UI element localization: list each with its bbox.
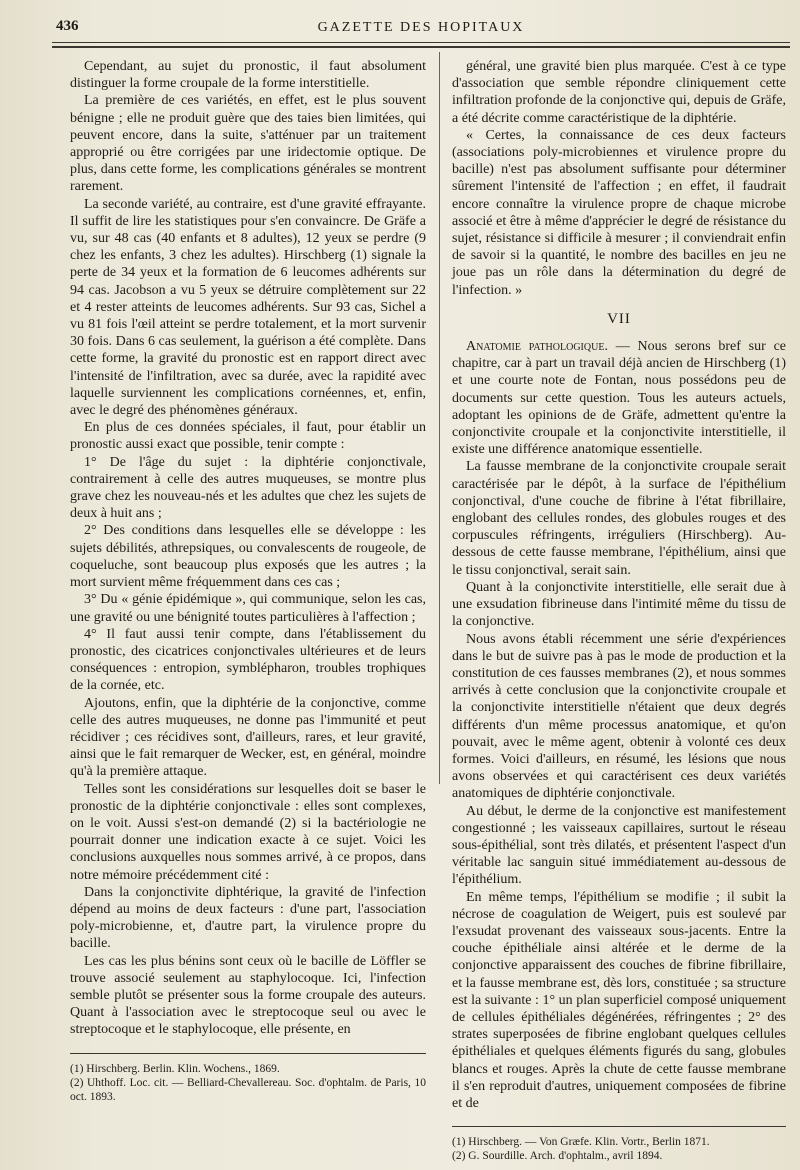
paragraph: Les cas les plus bénins sont ceux où le bacille de Löffler se trouve associé seulement au staphylocoque. Ici, l'infection semble plutôt se présenter sous la forme croupale des auteurs. Quant à l'association avec le streptocoque seul ou avec le streptocoque et le staphylocoque, elle présente, en — [70, 953, 426, 1038]
paragraph: Quant à la conjonctivite interstitielle, elle serait due à une exsudation fibrineuse dans l'intimité même du tissu de la conjonctive. — [452, 579, 786, 630]
paragraph: 3° Du « génie épidémique », qui communique, selon les cas, une gravité ou une bénignité toutes particulières à l'affection ; — [70, 592, 426, 625]
footnote: (1) Hirschberg. Berlin. Klin. Wochens., 1869. — [70, 1062, 280, 1075]
footnote-rule — [70, 1053, 426, 1054]
footnote: (1) Hirschberg. — Von Græfe. Klin. Vortr., Berlin 1871. — [452, 1136, 710, 1149]
paragraph: Nous avons établi récemment une série d'expériences dans le but de suivre pas à pas le mode de production et la constitution de ces fausses membranes (2), et nous sommes arrivés à cette conclusion que la conjonctivite croupale et la conjonctivite interstitielle n'étaient que deux degrés différents d'un même processus anatomique, et qu'on pouvait, avec le même agent, obtenir à volonté ces deux formes. Voici d'ailleurs, en résumé, les lésions que nous avons observées et qui caractérisent ces deux variétés anatomiques de diphtérie conjonctivale. — [452, 631, 786, 802]
paragraph: La première de ces variétés, en effet, est le plus souvent bénigne ; elle ne produit guère que des taies bien limitées, qui peuvent encore, dans la suite, s'atténuer par un traitement approprié ou être corrigées par une iridectomie optique. De plus, dans cette forme, les complications générales se montrent rarement. — [70, 93, 426, 195]
paragraph: En même temps, l'épithélium se modifie ; il subit la nécrose de coagulation de Weigert, puis est soulevé par l'exsudat provenant des vaisseaux sous-jacents. Entre la couche épithéliale ainsi altérée et le derme de la conjonctive apparaissent des couches de fibrine fibrillaire, et la fausse membrane est, dès lors, constituée ; sa structure est la suivante : 1° un plan superficiel composé uniquement de cellules épithéliales dégénérées, réfringentes ; 2° des strates superposées de fibrine englobant quelques cellules épithéliales et quelques éléments figurés du sang, globules blancs et rouges. Après la chute de cette fausse membrane il s'en reproduit d'autres, uniquement composées de fibrine et de — [452, 889, 786, 1111]
right-column — [452, 58, 786, 1163]
paragraph: Ajoutons, enfin, que la diphtérie de la conjonctive, comme celle des autres muqueuses, ne donne pas l'immunité et peut récidiver ; ces récidives sont, d'ailleurs, rares, et leur gravité, ainsi que le fait remarquer de Wecker, est, en général, moindre qu'à la première attaque. — [70, 695, 426, 780]
left-column — [70, 58, 426, 1104]
footnote-rule — [452, 1126, 786, 1127]
paragraph: 1° De l'âge du sujet : la diphtérie conjonctivale, contrairement à celle des autres muqueuses, se montre plus grave chez les nouveau-nés et les adultes que chez les sujets de deux à huit ans ; — [70, 454, 426, 522]
paragraph: 2° Des conditions dans lesquelles elle se développe : les sujets débilités, athrepsiques, ou convalescents de rougeole, de coqueluche, sont beaucoup plus exposés que les autres ; la mort survient même fréquemment dans ces cas ; — [70, 523, 426, 591]
column-divider — [439, 52, 440, 784]
paragraph: Dans la conjonctivite diphtérique, la gravité de l'infection dépend au moins de deux facteurs : d'une part, l'association poly-microbienne, et, d'autre part, la virulence propre du bacille. — [70, 884, 426, 952]
paragraph: La seconde variété, au contraire, est d'une gravité effrayante. Il suffit de lire les statistiques pour s'en convaincre. De Gräfe a vu, sur 48 cas (40 enfants et 8 adultes), 12 yeux se perdre (9 chez les enfants, 3 chez les adultes). Hirschberg (1) signale la perte de 34 yeux et la formation de 6 leucomes adhérents sur 94 cas. Jacobson a vu 5 yeux se détruire complètement sur 22 et 4 rester atteints de leucomes adhérents. Sur 93 cas, Sichel a vu 81 fois l'œil atteint se perdre totalement, et la mort survenir 30 fois. Dans 6 cas seulement, la guérison a été complète. Dans cette forme, la gravité du pronostic est en rapport direct avec l'intensité de l'infiltration, avec sa durée, avec la rapidité avec laquelle surviennent les complications cornéennes, et, enfin, avec le degré des phénomènes généraux. — [70, 196, 426, 419]
page-header — [52, 12, 790, 42]
paragraph-text: — Nous serons bref sur ce chapitre, car à part un travail déjà ancien de Hirschberg (1) et une courte note de Fontan, nous possédons peu de documents sur cette question. Tous les auteurs actuels, adoptant les opinions de de Gräfe, admettent qu'entre la conjonctivite croupale et la conjonctivite interstitielle, il existe une différence anatomique essentielle. — [452, 339, 786, 458]
section-lead: Anatomie pathologique. — [466, 339, 608, 355]
paragraph: 4° Il faut aussi tenir compte, dans l'établissement du pronostic, des cicatrices conjonctivales ultérieures et de leurs conséquences : entropion, symblépharon, troubles trophiques de la cornée, etc. — [70, 626, 426, 694]
paragraph: « Certes, la connaissance de ces deux facteurs (associations poly-microbiennes et virulence propre du bacille) n'est pas absolument suffisante pour déterminer sûrement l'intensité de l'affection ; en effet, il faudrait encore connaître la virulence propre de chaque microbe associé et être à même d'apprécier le degré de résistance du sujet, résistance si difficile à mesurer ; il conviendrait enfin de savoir si la quantité, le nombre des bacilles en jeu ne joue pas un rôle dans la détermination du degré de l'infection. » — [452, 127, 786, 298]
paragraph: En plus de ces données spéciales, il faut, pour établir un pronostic aussi exact que possible, tenir compte : — [70, 420, 426, 453]
header-rule — [52, 42, 790, 43]
paragraph: général, une gravité bien plus marquée. C'est à ce type d'association que semble répondre cliniquement cette infiltration profonde de la conjonctive qui, depuis de Gräfe, a été décrite comme caractéristique de la diphtérie. — [452, 59, 786, 126]
section-lead-paragraph — [452, 338, 786, 458]
journal-title: GAZETTE DES HOPITAUX — [317, 20, 525, 35]
paragraph: Au début, le derme de la conjonctive est manifestement congestionné ; les vaisseaux capillaires, surtout le réseau sous-épithélial, sont très dilatés, et présentent l'aspect d'un véritable lac sanguin situé immédiatement au-dessous de l'épithélium. — [452, 803, 786, 888]
page-number: 436 — [56, 18, 79, 34]
footnote: (2) G. Sourdille. Arch. d'ophtalm., avril 1894. — [452, 1150, 663, 1163]
section-number: VII — [607, 310, 631, 327]
paragraph: Cependant, au sujet du pronostic, il faut absolument distinguer la forme croupale de la forme interstitielle. — [70, 59, 426, 92]
paragraph: Telles sont les considérations sur lesquelles doit se baser le pronostic de la diphtérie conjonctivale : elles sont complexes, on le voit. Aussi s'est-on demandé (2) si la bactériologie ne pourrait donner une indication exacte à ce sujet. Voici les conclusions auxquelles nous sommes arrivé, à ce propos, dans notre mémoire précédemment cité : — [70, 781, 426, 883]
header-rule-thick — [52, 46, 790, 48]
paragraph: La fausse membrane de la conjonctivite croupale serait caractérisée par le dépôt, à la surface de l'épithélium conjonctival, d'une couche de fibrine à l'état fibrillaire, englobant des cellules rondes, des globules rouges et des corpuscules réfringents, irréguliers (Hirschberg). Au-dessous de cette fausse membrane, l'épithélium, ainsi que le tissu conjonctival, serait sain. — [452, 459, 786, 578]
footnote: (2) Uhthoff. Loc. cit. — Belliard-Chevallereau. Soc. d'ophtalm. de Paris, 10 oct. 1893. — [70, 1076, 426, 1103]
